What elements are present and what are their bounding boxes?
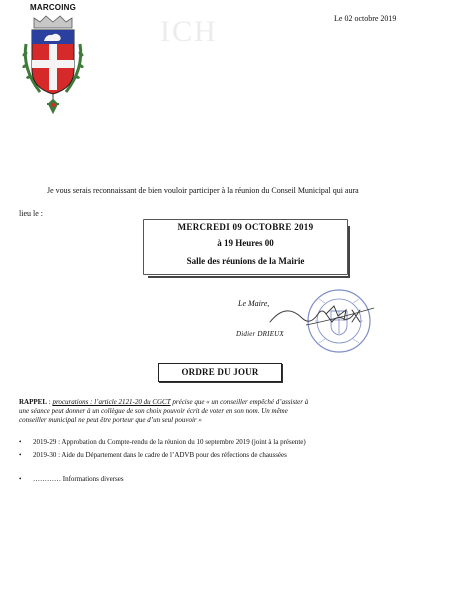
mayor-title: Le Maire, bbox=[238, 299, 270, 308]
agenda-item bbox=[19, 438, 306, 447]
bullet-icon: • bbox=[19, 438, 22, 446]
meeting-place: Salle des réunions de la Mairie bbox=[186, 256, 305, 266]
agenda-item-text: ………… Informations diverses bbox=[33, 475, 124, 483]
rappel-block: RAPPEL : procurations : l’article 2121-20 du CGCT précise que « un conseiller empêché d’assister à une séance peut donner à un collègue de son choix pouvoir écrit de voter en son nom. Un même conseiller municipal ne peut être porteur que d’un seul pouvoir » bbox=[19, 398, 429, 425]
intro-line-2: lieu le : bbox=[19, 209, 43, 218]
rappel-line-3: conseiller municipal ne peut être porteur que d’un seul pouvoir » bbox=[19, 416, 202, 424]
intro-line-1: Je vous serais reconnaissant de bien vouloir participer à la réunion du Conseil Municipal qui aura bbox=[47, 186, 359, 195]
meeting-time: à 19 Heures 00 bbox=[217, 238, 274, 248]
mayor-name: Didier DRIEUX bbox=[236, 330, 284, 338]
town-coat-of-arms-icon bbox=[20, 14, 86, 116]
agenda-title-box bbox=[158, 363, 282, 382]
agenda-item-text: 2019-29 : Approbation du Compte-rendu de la réunion du 10 septembre 2019 (joint à la présente) bbox=[33, 438, 306, 446]
rappel-line1-rest: précise que « un conseiller empêché d’assister à bbox=[172, 398, 309, 406]
rappel-label: RAPPEL bbox=[19, 398, 47, 406]
rappel-line-2: une séance peut donner à un collègue de son choix pouvoir écrit de voter en son nom. Un même bbox=[19, 407, 288, 415]
agenda-item bbox=[19, 451, 287, 460]
faint-letterhead-mark: ICH bbox=[160, 15, 218, 48]
bullet-icon: • bbox=[19, 451, 22, 459]
meeting-date: MERCREDI 09 OCTOBRE 2019 bbox=[177, 222, 314, 232]
agenda-title: ORDRE DU JOUR bbox=[181, 367, 259, 377]
meeting-box bbox=[143, 219, 348, 275]
bullet-icon: • bbox=[19, 475, 22, 483]
signature-icon bbox=[266, 292, 376, 332]
date-line: Le 02 octobre 2019 bbox=[334, 14, 397, 23]
town-name: MARCOING bbox=[30, 3, 77, 12]
rappel-procurations: procurations : l’article 2121-20 du CGCT bbox=[52, 398, 171, 406]
agenda-item bbox=[19, 475, 124, 484]
agenda-item-text: 2019-30 : Aide du Département dans le cadre de l’ADVB pour des réfections de chaussées bbox=[33, 451, 287, 459]
